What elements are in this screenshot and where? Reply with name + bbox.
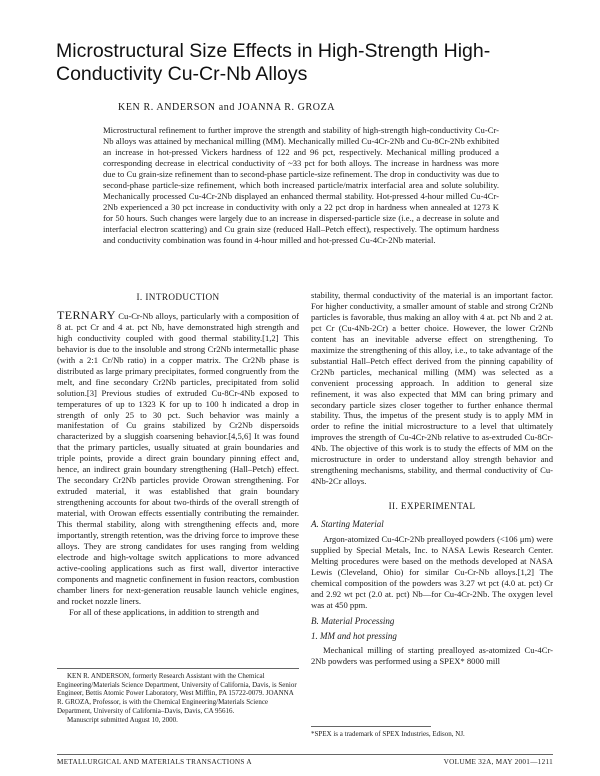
subsubsection-heading-mm-hot-pressing: 1. MM and hot pressing	[311, 630, 397, 641]
subsection-heading-material-processing: B. Material Processing	[311, 615, 395, 626]
intro-paragraph-3: stability, thermal conductivity of the material is an important factor. For higher conductivity, a smaller amount of stable and strong Cr2Nb particles is favorable, thus making an alloy with 4 at. pct Nb and 2 at. pct Cr (Cu-4Nb-2Cr) a better choice. However, the lower Cr2Nb content has an inevitable adverse effect on strengthening. To maximize the strengthening of this alloy, i.e., to take advantage of the substantial Hall–Petch effect derived from the pinning capability of Cr2Nb particles, mechanical milling (MM) was selected as a convenient processing approach. In addition to general size refinement, it was also expected that MM can bring primary and secondary particle sizes closer together to further enhance thermal stability. Thus, the impetus of the present study is to apply MM in order to refine the initial microstructure to a level that ultimately improves the strength of Cu-4Cr-2Nb relative to as-extruded Cu-8Cr-4Nb. The objective of this work is to study the effects of MM on the microstructure in order to understand alloy strength behavior and strengthening mechanisms, stability, and thermal conductivity of Cu-4Nb-2Cr alloys.	[311, 290, 553, 487]
paper-title	[56, 40, 556, 86]
author-affiliation-note: KEN R. ANDERSON, formerly Research Assistant with the Chemical Engineering/Materials Science Department, University of California, Davis, is Senior Engineer, Bettis Atomic Power Laboratory, West Mifflin, PA 15722-0079. JOANNA R. GROZA, Professor, is with the Chemical Engineering/Materials Science Department, University of California–Davis, Davis, CA 95616.	[57, 672, 297, 715]
abstract	[103, 125, 499, 245]
intro-paragraph-2: For all of these applications, in addition to strength and	[69, 606, 259, 617]
journal-name-footer: METALLURGICAL AND MATERIALS TRANSACTIONS A	[57, 758, 252, 766]
intro-paragraph-1	[57, 307, 299, 607]
author-list: KEN R. ANDERSON and JOANNA R. GROZA	[118, 102, 336, 113]
intro-paragraph-1-text: Cu-Cr-Nb alloys, particularly with a composition of 8 at. pct Cr and 4 at. pct Nb, have demonstrated high strength and high conductivity coupled with good thermal stability.[1,2] This behavior is due to the insoluble and strong Cr2Nb intermetallic phase (with a 2:1 Cr/Nb ratio) in a copper matrix. The Cr2Nb phase is distributed as large primary precipitates, formed congruently from the melt, and fine secondary Cr2Nb particles, precipitated from solid solution.[3] Previous studies of extruded Cu-8Cr-4Nb exposed to temperatures of up to 1323 K for up to 100 h indicated a drop in strength of only 25 to 30 pct. Such behavior was mainly a manifestation of Cu grains stabilized by Cr2Nb dispersoids characterized by a sluggish coarsening behavior.[4,5,6] It was found that the primary particles, usually situated at grain boundaries and triple points, provide a direct grain boundary pinning effect and, hence, an indirect grain boundary strengthening (Hall–Petch) effect. The secondary Cr2Nb particles provide Orowan strengthening. For extruded material, it was established that grain boundary strengthening accounts for about two-thirds of the overall strength of material, with Orowan effects essentially contributing the remainder. This thermal stability, along with strengthening effects and, more importantly, strength retention, was the driving force to improve these alloys. They are strong candidates for uses ranging from welding electrode and high-voltage switch applications to more advanced active-cooling applications such as first wall, divertor interactive components and magnetic confinement in fusion reactors, combustion chamber liners for next-generation reusable launch vehicle engines, and rocket nozzle liners.	[57, 310, 299, 606]
abstract-text: Microstructural refinement to further improve the strength and stability of high-strength high-conductivity Cu-Cr-Nb alloys was attained by mechanical milling (MM). Mechanically milled Cu-4Cr-2Nb and Cu-8Cr-2Nb exhibited an increase in hot-pressed Vickers hardness of 122 and 96 pct, respectively. Mechanical milling produced a corresponding decrease in electrical conductivity of ~33 pct for both alloys. The increase in hardness was more due to Cu grain-size refinement than to second-phase particle-size refinement. The drop in conductivity was due to second-phase particle-size refinement, which both increased particle/matrix interfacial area and solute solubility. Mechanically processed Cu-4Cr-2Nb displayed an enhanced thermal stability. Hot-pressed 4-hour milled Cu-4Cr-2Nb experienced a 30 pct increase in conductivity with only a 22 pct drop in hardness when annealed at 1273 K for 50 hours. Such changes were largely due to an increase in dispersed-particle size (i.e., a decrease in solute and interfacial electron scattering) and Cu grain size (reduced Hall–Petch effect), respectively. The optimum hardness and conductivity combination was found in 4-hour milled and hot-pressed Cu-4Cr-2Nb material.	[103, 125, 499, 245]
volume-page-footer: VOLUME 32A, MAY 2001—1211	[443, 758, 553, 766]
subsection-heading-starting-material: A. Starting Material	[311, 519, 384, 530]
footnote-divider-left	[57, 668, 299, 669]
title-line-2: Conductivity Cu-Cr-Nb Alloys	[56, 63, 308, 85]
mm-hot-pressing-text: Mechanical milling of starting prealloyed as-atomized Cu-4Cr-2Nb powders was performed using a SPEX* 8000 mill	[311, 644, 553, 666]
starting-material-text: Argon-atomized Cu-4Cr-2Nb prealloyed powders (<106 μm) were supplied by Special Metals, Inc. to NASA Lewis Research Center. Melting procedures were based on the methods developed at NASA Lewis (Cleveland, Ohio) for similar Cu-Cr-Nb alloys.[1,2] The chemical composition of the powders was 3.27 wt pct (4.0 at. pct) Cr and 2.92 wt pct (2.0 at. pct) Nb—for Cu-4Cr-2Nb. The oxygen level was at 450 ppm.	[311, 534, 553, 610]
manuscript-date-note: Manuscript submitted August 10, 2000.	[67, 715, 178, 724]
section-heading-introduction: I. INTRODUCTION	[136, 292, 220, 302]
drop-cap-word: TERNARY	[57, 307, 116, 322]
author-footnote	[57, 672, 299, 724]
title-line-1: Microstructural Size Effects in High-Strength High-	[56, 40, 491, 62]
footnote-divider-right	[311, 726, 431, 727]
section-heading-experimental: II. EXPERIMENTAL	[388, 501, 476, 512]
trademark-footnote: *SPEX is a trademark of SPEX Industries, Edison, NJ.	[311, 730, 465, 738]
right-column	[311, 290, 553, 667]
left-column	[57, 290, 299, 618]
footer-divider	[57, 754, 553, 755]
